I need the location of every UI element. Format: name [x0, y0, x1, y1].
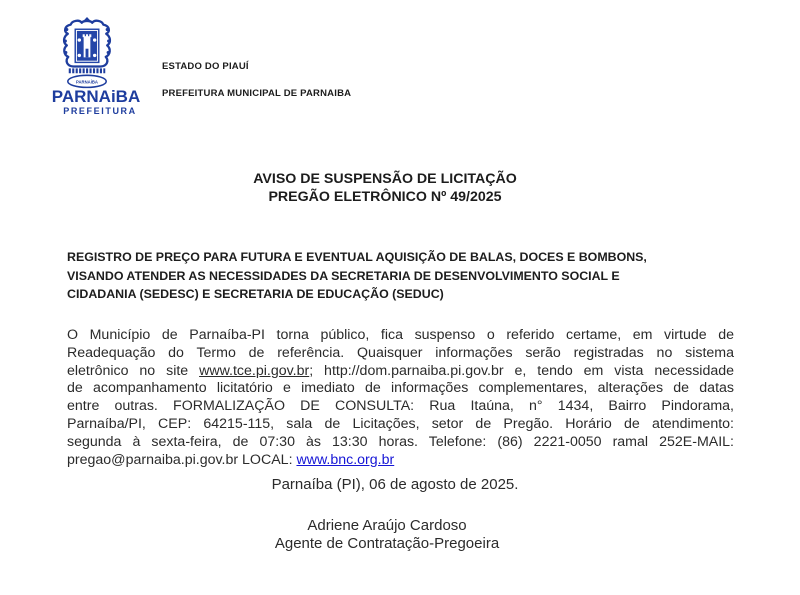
date-line: Parnaíba (PI), 06 de agosto de 2025. — [271, 476, 519, 493]
logo-subtitle: PREFEITURA — [63, 106, 137, 116]
text-segment: pregao@parnaiba.pi.gov.br LOCAL: — [67, 451, 297, 468]
bnc-link[interactable]: www.bnc.org.br — [296, 451, 395, 468]
coat-of-arms-icon — [60, 17, 114, 90]
text-segment: de acompanhamento licitatório e imediato de informações complementares, alterações de datas — [67, 380, 734, 397]
text-segment: ; http://dom.parnaiba.pi.gov.br e, tendo em vista necessidade — [309, 362, 735, 379]
subject-line: CIDADANIA (SEDESC) E SECRETARIA DE EDUCAÇÃO (SEDUC) — [67, 287, 444, 301]
signature-role: Agente de Contratação-Pregoeira — [274, 534, 500, 552]
body-text-line — [67, 327, 734, 345]
body-text-line — [67, 398, 734, 416]
body-text-line — [67, 452, 734, 470]
subject-paragraph — [67, 248, 647, 304]
text-segment: O Município de Parnaíba-PI torna público, fica suspenso o referido certame, em virtude de — [67, 327, 734, 343]
org-state-line: ESTADO DO PIAUÍ — [162, 61, 249, 72]
text-segment: eletrônico no site — [67, 362, 200, 379]
org-municipality-line: PREFEITURA MUNICIPAL DE PARNAIBA — [162, 88, 352, 99]
text-segment: entre outras. FORMALIZAÇÃO DE CONSULTA: Rua Itaúna, n° 1434, Bairro Pindorama, — [67, 398, 734, 415]
title-line-2: PREGÃO ELETRÔNICO Nº 49/2025 — [268, 188, 502, 205]
text-segment: Parnaíba/PI, CEP: 64215-115, sala de Licitações, setor de Pregão. Horário de atendimento: — [67, 415, 734, 432]
subject-line: REGISTRO DE PREÇO PARA FUTURA E EVENTUAL AQUISIÇÃO DE BALAS, DOCES E BOMBONS, — [67, 250, 647, 264]
signature-block — [0, 517, 774, 552]
logo-wordmark: PARNAiBA — [51, 87, 141, 106]
title-line-1: AVISO DE SUSPENSÃO DE LICITAÇÃO — [253, 171, 517, 187]
document-title — [0, 171, 770, 206]
tce-link[interactable]: www.tce.pi.gov.br — [199, 362, 310, 379]
body-text-line — [67, 380, 734, 398]
body-text-line — [67, 434, 734, 452]
body-text-line — [67, 363, 734, 381]
body-paragraph — [67, 327, 734, 469]
signature-name: Adriene Araújo Cardoso — [307, 517, 467, 534]
text-segment: Readequação do Termo de referência. Quaisquer informações serão registradas no sistema — [67, 344, 734, 361]
subject-line: VISANDO ATENDER AS NECESSIDADES DA SECRETARIA DE DESENVOLVIMENTO SOCIAL E — [67, 268, 620, 283]
body-text-line — [67, 416, 734, 434]
body-text-line — [67, 345, 734, 363]
text-segment: segunda à sexta-feira, de 07:30 às 13:30 horas. Telefone: (86) 2221-0050 ramal 252E-MAIL: — [67, 433, 734, 450]
crest-ribbon-text: PARNAÍBA — [76, 79, 98, 85]
